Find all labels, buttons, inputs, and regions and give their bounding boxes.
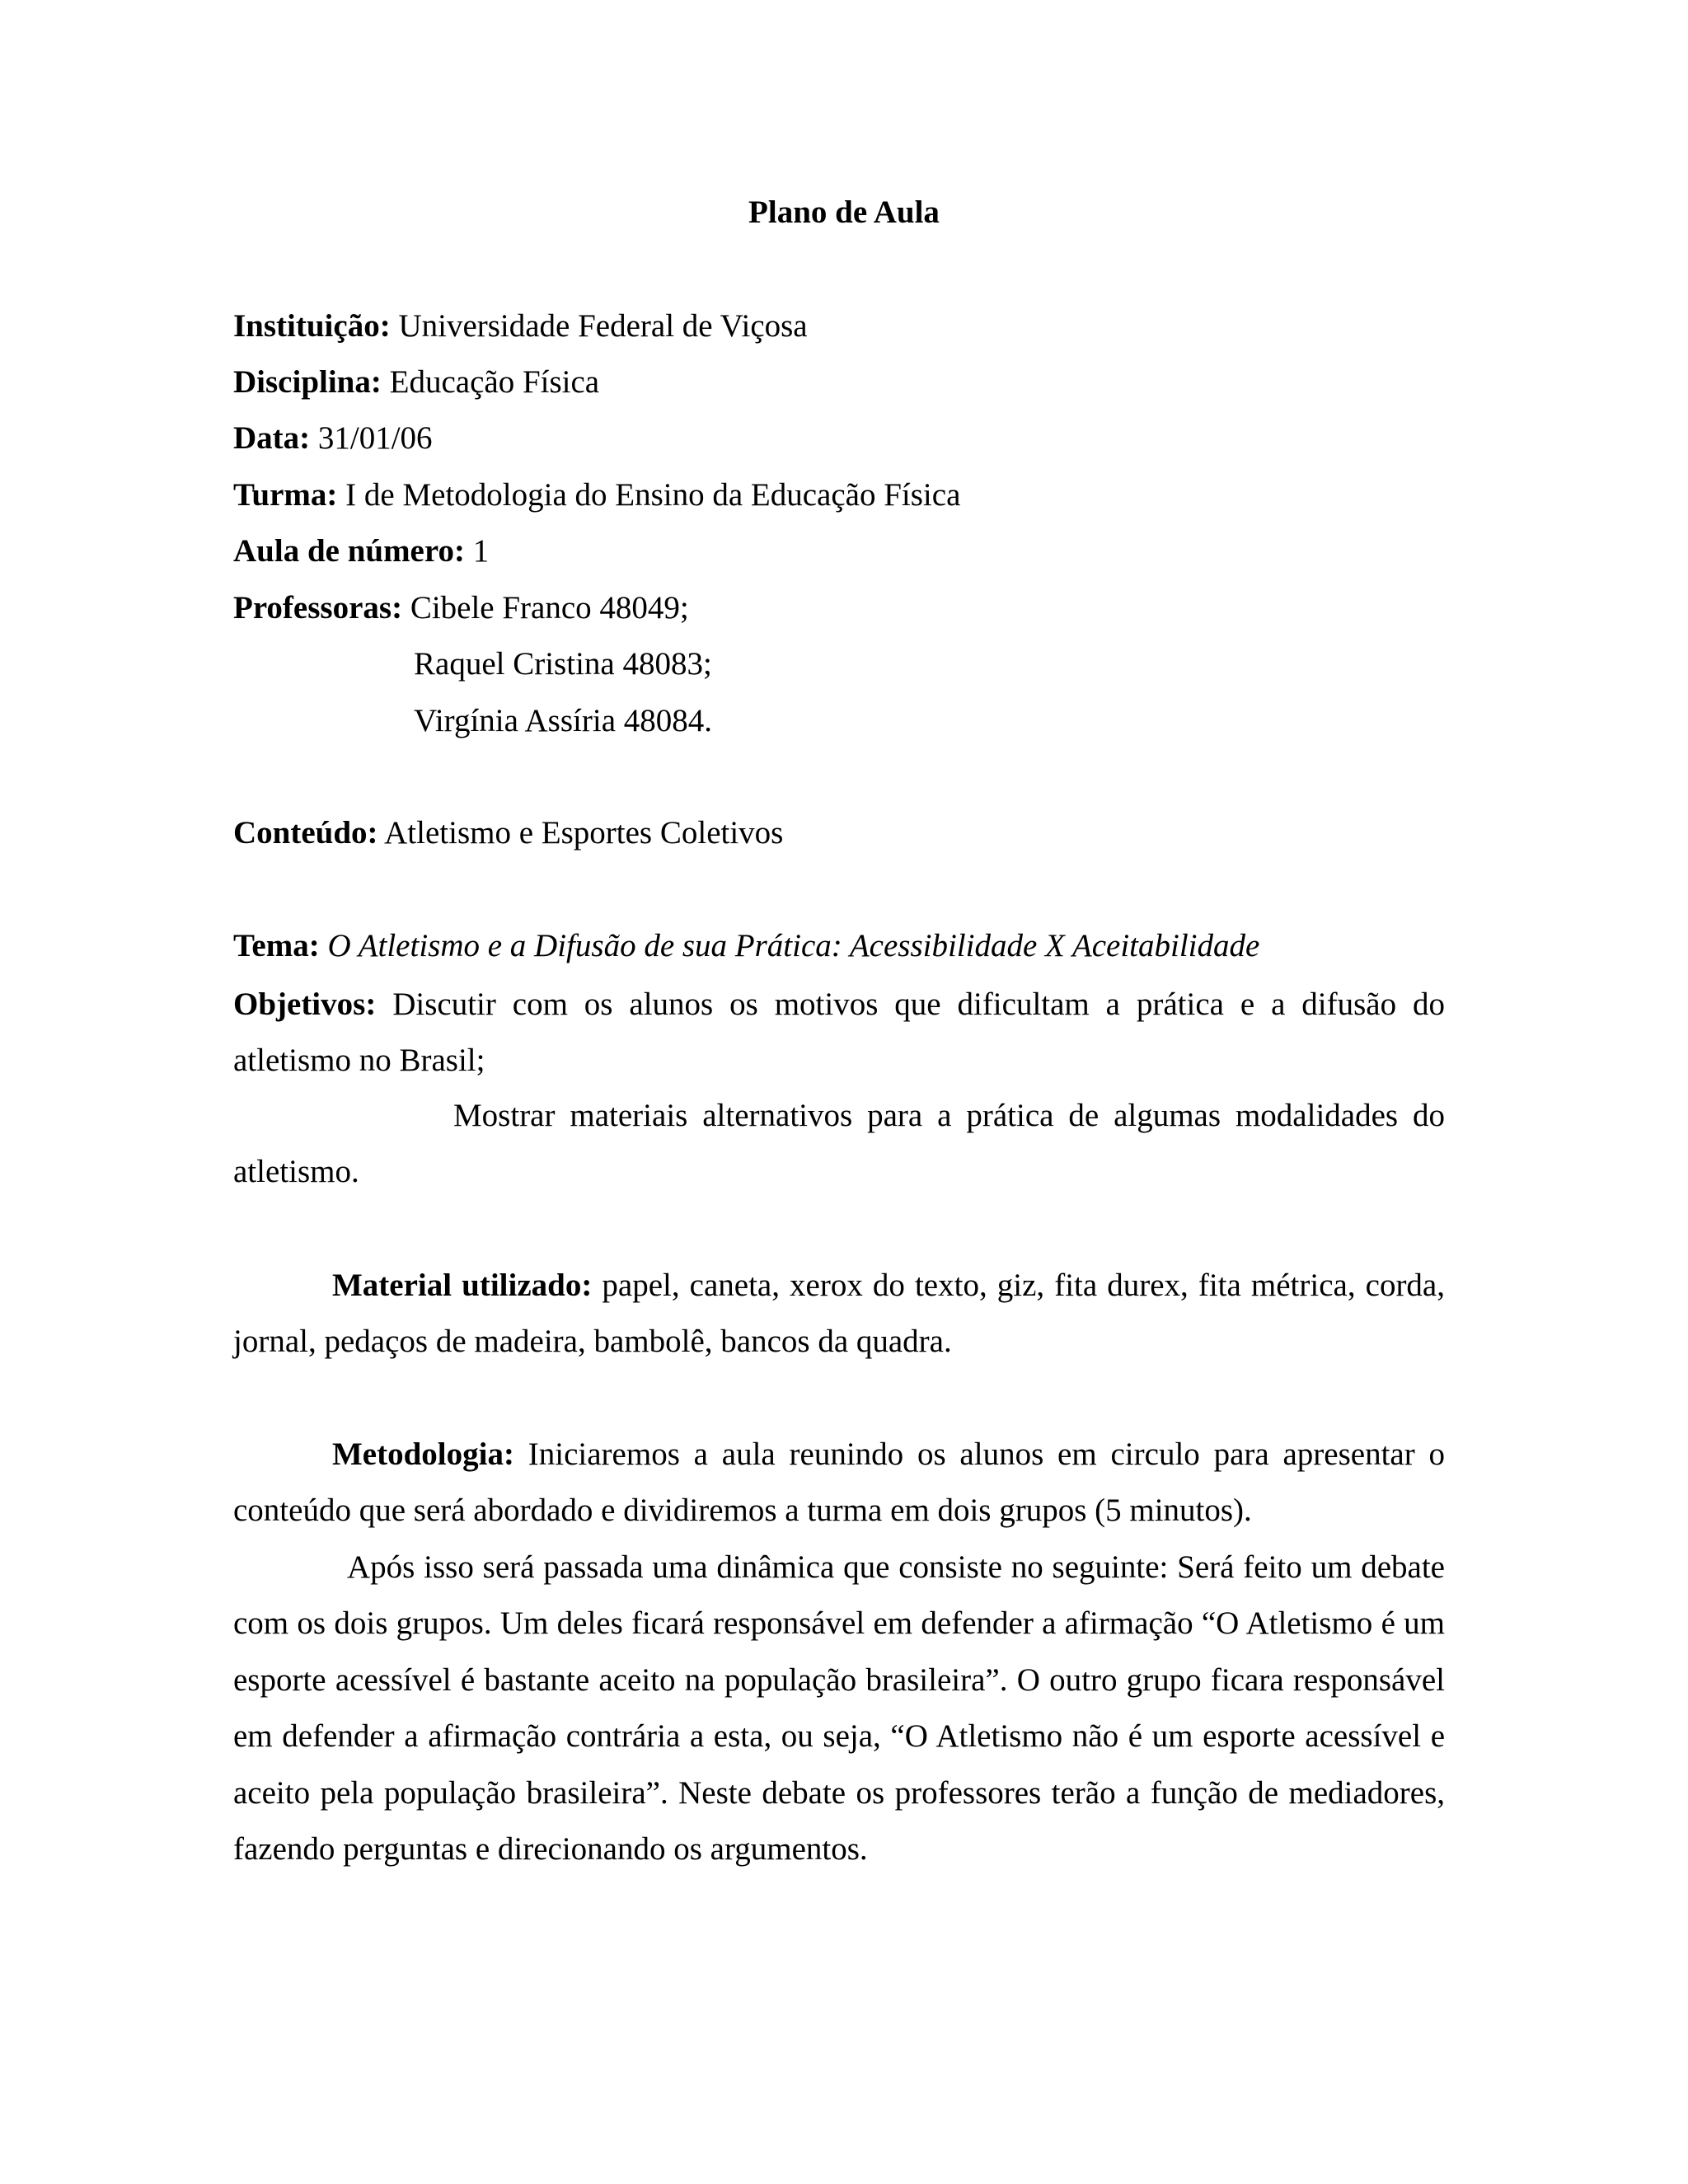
objetivos-text: Discutir com os alunos os motivos que dificultam a prática e a difusão do atletismo no Brasil;: [233, 987, 1446, 1079]
field-label: Turma:: [233, 477, 338, 513]
field-value: Atletismo e Esportes Coletivos: [384, 815, 784, 851]
field-label: Conteúdo:: [233, 815, 378, 851]
professora-name: Cibele Franco 48049;: [410, 590, 689, 626]
field-label: Instituição:: [233, 308, 391, 344]
field-data: [233, 414, 1445, 463]
metodologia-paragraph-1: [233, 1427, 1445, 1540]
metodologia-text: Iniciaremos a aula reunindo os alunos em circulo para apresentar o conteúdo que será abordado e dividiremos a turma em dois grupos (5 minutos).: [233, 1436, 1446, 1529]
field-value: 31/01/06: [317, 420, 433, 456]
material-label: Material utilizado:: [332, 1268, 593, 1303]
field-value: 1: [472, 533, 490, 569]
objetivos-item-2: Mostrar materiais alternativos para a prática de algumas modalidades do: [453, 1098, 1445, 1133]
metodologia-label: Metodologia:: [332, 1436, 514, 1472]
field-value: Educação Física: [389, 364, 600, 400]
objetivos-label: Objetivos:: [233, 987, 377, 1022]
field-value: Universidade Federal de Viçosa: [398, 308, 808, 344]
objetivos-item-1: [233, 977, 1445, 1090]
material-text: papel, caneta, xerox do texto, giz, fita durex, fita métrica, corda, jornal, pedaços de madeira, bambolê, bancos da quadra.: [233, 1268, 1445, 1360]
field-tema: [233, 921, 1445, 971]
field-value: I de Metodologia do Ensino da Educação Física: [345, 477, 961, 513]
field-value: O Atletismo e a Difusão de sua Prática: Acessibilidade X Aceitabilidade: [327, 928, 1260, 963]
professora-name: Virgínia Assíria 48084.: [414, 703, 713, 738]
page-title: Plano de Aula: [748, 194, 940, 230]
field-label: Disciplina:: [233, 364, 382, 400]
professora-name: Raquel Cristina 48083;: [414, 646, 712, 682]
field-label: Professoras:: [233, 590, 403, 626]
metodologia-paragraph-2: Após isso será passada uma dinâmica que consiste no seguinte: Será feito um debate com os dois grupos. Um deles ficará responsável em defender a afirmação “O Atletismo é um esporte acessível é bastante aceito na população brasileira”. O outro grupo ficara responsável em defender a afirmação contrária a esta, ou seja, “O Atletismo não é um esporte acessível e aceito pela população brasileira”. Neste debate os professores terão a função de mediadores, fazendo perguntas e direcionando os argumentos.: [233, 1549, 1445, 1868]
material-paragraph: [233, 1258, 1445, 1371]
field-label: Tema:: [233, 928, 320, 963]
field-label: Data:: [233, 420, 311, 456]
field-turma: [233, 471, 1445, 520]
objetivos-item-2-continuation: atletismo.: [233, 1154, 359, 1189]
field-label: Aula de número:: [233, 533, 465, 569]
field-aula: [233, 527, 1445, 576]
field-disciplina: [233, 358, 1445, 407]
field-instituicao: [233, 302, 1445, 351]
field-conteudo: [233, 808, 1445, 858]
field-professoras: [233, 583, 1445, 633]
